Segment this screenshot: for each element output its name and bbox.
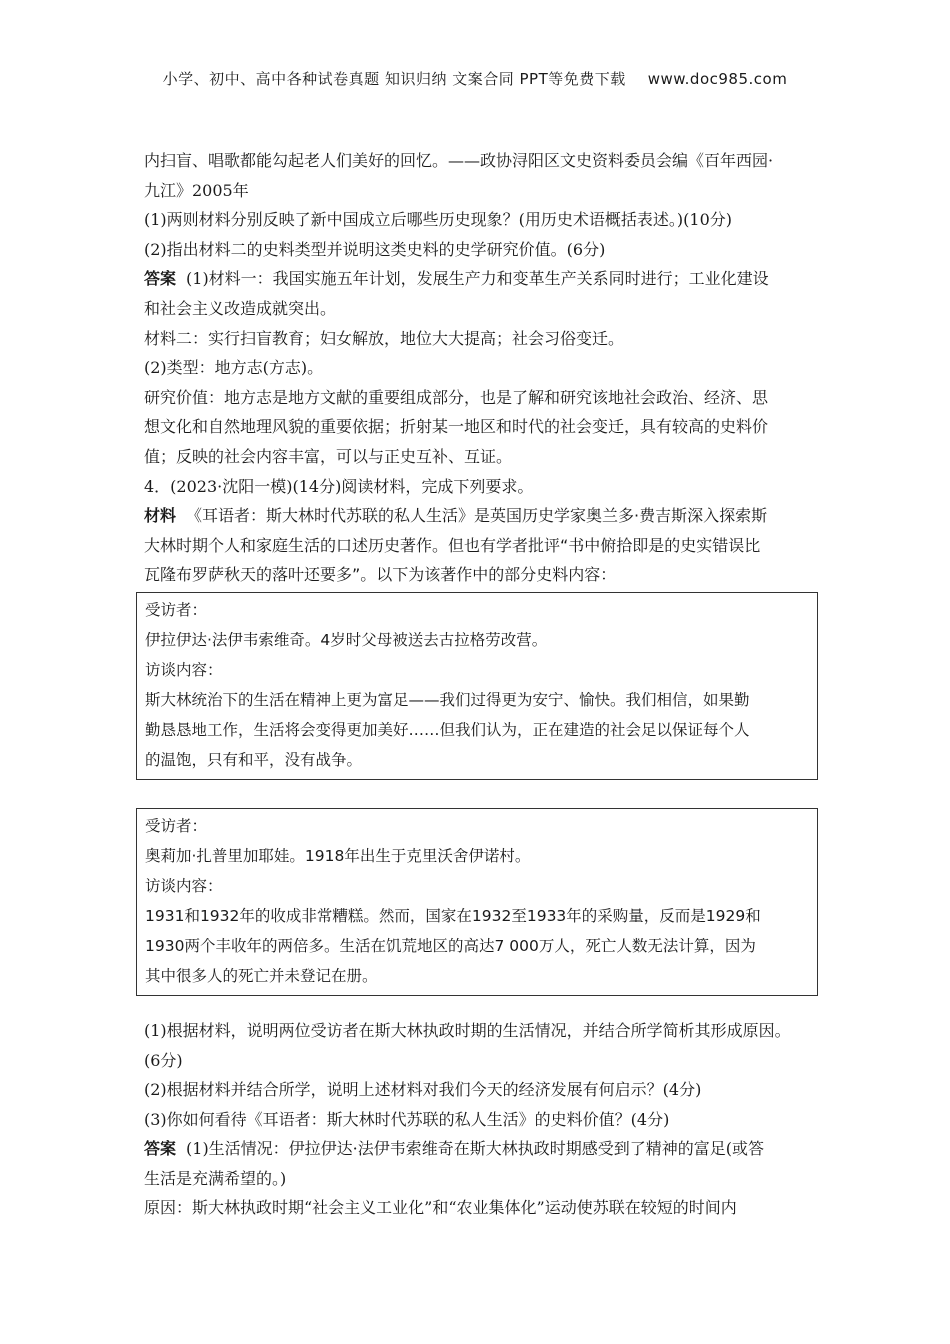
spacer (144, 996, 816, 1016)
answer-line: 答案 (1)材料一：我国实施五年计划，发展生产力和变革生产关系同时进行；工业化建设 (144, 269, 769, 289)
header-site-link[interactable]: www.doc985.com (647, 70, 788, 88)
answer-line: 想文化和自然地理风貌的重要依据；折射某一地区和时代的社会变迁，具有较高的史料价 (144, 417, 769, 437)
header-text: 小学、初中、高中各种试卷真题 知识归纳 文案合同 PPT等免费下载 (162, 70, 626, 88)
material-line: 大林时期个人和家庭生活的口述历史著作。但也有学者批评“书中俯拾即是的史实错误比 (144, 535, 761, 555)
answer-line: 值；反映的社会内容丰富，可以与正史互补、互证。 (144, 446, 513, 466)
interview-box-1 (136, 592, 818, 780)
answer-line: 和社会主义改造成就突出。 (144, 298, 337, 318)
answer-line: (2)类型：地方志(方志)。 (144, 358, 324, 378)
page-header (0, 68, 950, 89)
content-line: 勤恳恳地工作，生活将会变得更加美好……但我们认为，正在建造的社会足以保证每个人 (145, 720, 750, 739)
intro-line: 内扫盲、唱歌都能勾起老人们美好的回忆。——政协浔阳区文史资料委员会编《百年西园· (144, 151, 774, 170)
question-title: 4．(2023·沈阳一模)(14分)阅读材料，完成下列要求。 (144, 476, 534, 496)
content-line: 斯大林统治下的生活在精神上更为富足——我们过得更为安宁、愉快。我们相信，如果勤 (145, 690, 750, 709)
content-line: 其中很多人的死亡并未登记在册。 (145, 966, 378, 985)
question-line: (1)两则材料分别反映了新中国成立后哪些历史现象？(用历史术语概括表述。)(10分) (144, 210, 732, 230)
answer-line: 答案 (1)生活情况：伊拉伊达·法伊韦索维奇在斯大林执政时期感受到了精神的富足(或答 (144, 1139, 765, 1159)
interviewee: 伊拉伊达·法伊韦索维奇。4岁时父母被送去古拉格劳改营。 (145, 630, 548, 649)
material-line: 瓦隆布罗萨秋天的落叶还要多”。以下为该著作中的部分史料内容： (144, 565, 617, 585)
interviewee-label: 受访者： (145, 600, 208, 619)
question-line: (1)根据材料，说明两位受访者在斯大林执政时期的生活情况，并结合所学简析其形成原因。 (144, 1020, 791, 1040)
content-line: 的温饱，只有和平，没有战争。 (145, 750, 363, 769)
interviewee: 奥莉加·扎普里加耶娃。1918年出生于克里沃舍伊诺村。 (145, 846, 531, 865)
answer-line: 研究价值：地方志是地方文献的重要组成部分，也是了解和研究该地社会政治、经济、思 (144, 387, 769, 407)
answer-line: 材料二：实行扫盲教育；妇女解放，地位大大提高；社会习俗变迁。 (144, 328, 625, 348)
question-line: (2)根据材料并结合所学，说明上述材料对我们今天的经济发展有何启示？(4分) (144, 1080, 702, 1100)
interview-box-2 (136, 808, 818, 996)
answer-line: 原因：斯大林执政时期“社会主义工业化”和“农业集体化”运动使苏联在较短的时间内 (144, 1198, 737, 1218)
content-label: 访谈内容： (145, 660, 223, 679)
content-label: 访谈内容： (145, 876, 223, 895)
document-body (144, 146, 816, 1223)
question-line: (6分) (144, 1050, 183, 1070)
answer-line: 生活是充满希望的。) (144, 1168, 287, 1188)
answer-label: 答案 (144, 269, 177, 289)
content-line: 1930两个丰收年的两倍多。生活在饥荒地区的高达7 000万人，死亡人数无法计算，因为 (145, 936, 756, 955)
intro-line: 九江》2005年 (144, 180, 249, 200)
question-line: (2)指出材料二的史料类型并说明这类史料的史学研究价值。(6分) (144, 239, 606, 259)
content-line: 1931和1932年的收成非常糟糕。然而，国家在1932至1933年的采购量，反而是1929和 (145, 906, 761, 925)
material-label: 材料 (144, 506, 177, 526)
material-line: 材料 《耳语者：斯大林时代苏联的私人生活》是英国历史学家奥兰多·费吉斯深入探索斯 (144, 506, 768, 526)
answer-label: 答案 (144, 1139, 177, 1159)
interviewee-label: 受访者： (145, 816, 208, 835)
question-line: (3)你如何看待《耳语者：斯大林时代苏联的私人生活》的史料价值？(4分) (144, 1109, 670, 1129)
